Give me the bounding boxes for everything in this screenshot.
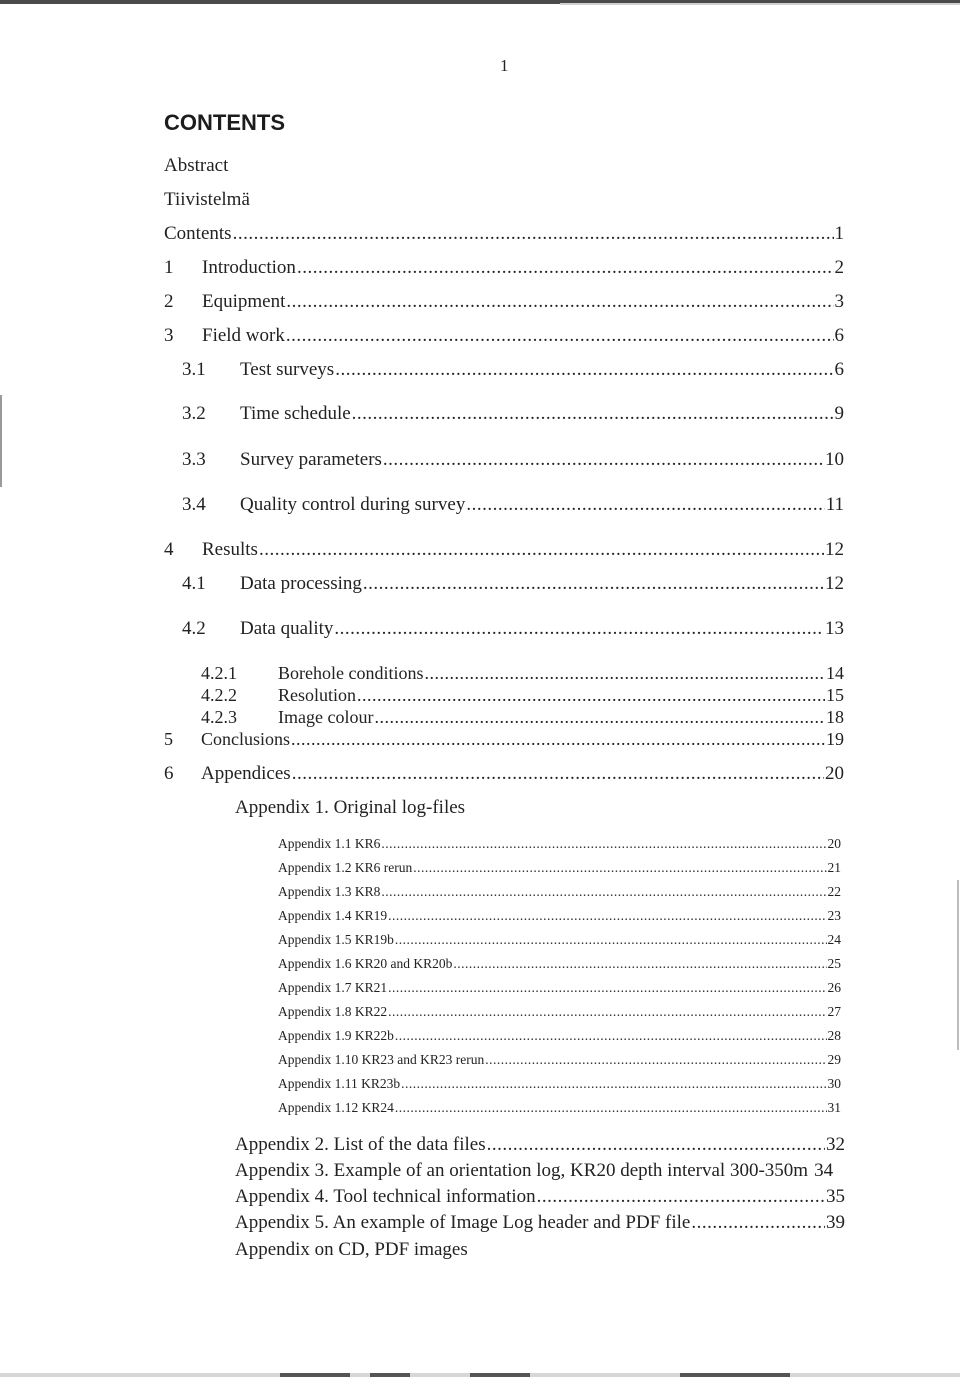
appendix-1-item[interactable]	[278, 908, 841, 924]
toc-row-field-work[interactable]	[164, 325, 844, 347]
toc-number: 4.1	[182, 573, 206, 594]
leader-dots	[383, 449, 824, 471]
toc-page: 10	[825, 449, 844, 470]
leader-dots	[286, 291, 833, 313]
appendix-1-item[interactable]	[278, 980, 841, 996]
leader-dots	[453, 956, 826, 972]
appendix-1-item[interactable]	[278, 1076, 841, 1092]
left-scan-mark	[0, 395, 2, 487]
toc-page: 26	[827, 980, 841, 995]
leader-dots	[485, 1052, 826, 1068]
leader-dots	[691, 1212, 825, 1234]
toc-number: 6	[164, 763, 174, 784]
appendix-1-item[interactable]	[278, 836, 841, 852]
toc-row-image-colour[interactable]	[201, 707, 844, 728]
leader-dots	[395, 1100, 827, 1116]
leader-dots	[259, 539, 824, 561]
leader-dots	[233, 223, 834, 245]
appendix-1-item[interactable]	[278, 1052, 841, 1068]
leader-dots	[334, 618, 824, 640]
toc-page: 12	[825, 573, 844, 594]
toc-number: 2	[164, 291, 174, 312]
toc-page: 34	[814, 1160, 834, 1181]
leader-dots	[291, 729, 825, 750]
toc-label: Borehole conditions	[278, 663, 424, 683]
toc-label: Appendix 5. An example of Image Log header and PDF file	[235, 1212, 691, 1233]
toc-number: 4.2.2	[201, 685, 237, 705]
toc-number: 5	[164, 729, 173, 749]
appendix-cd-line: Appendix on CD, PDF images	[235, 1239, 468, 1260]
appendix-3-row[interactable]	[235, 1160, 845, 1182]
leader-dots	[466, 494, 824, 516]
leader-dots	[401, 1076, 826, 1092]
toc-row-results[interactable]	[164, 539, 844, 561]
bottom-scan-border	[0, 1373, 960, 1377]
leader-dots	[363, 573, 824, 595]
appendix-4-row[interactable]	[235, 1186, 845, 1208]
toc-page: 6	[834, 359, 844, 380]
leader-dots	[357, 685, 825, 706]
page-title: CONTENTS	[164, 110, 285, 135]
toc-page: 35	[826, 1186, 845, 1207]
toc-label: Appendix 1.7 KR21	[278, 980, 388, 995]
leader-dots	[352, 403, 834, 425]
toc-page: 1	[834, 223, 844, 244]
toc-page: 24	[827, 932, 841, 947]
toc-abstract: Abstract	[164, 155, 229, 176]
toc-label: Appendix 1.9 KR22b	[278, 1028, 394, 1043]
toc-page: 15	[826, 685, 844, 705]
toc-label: Image colour	[278, 707, 374, 727]
leader-dots	[388, 908, 826, 924]
toc-page: 14	[826, 663, 844, 683]
leader-dots	[292, 763, 824, 785]
leader-dots	[487, 1134, 825, 1156]
appendix-1-item[interactable]	[278, 860, 841, 876]
toc-label: Test surveys	[240, 359, 335, 380]
toc-row-introduction[interactable]	[164, 257, 844, 279]
toc-page: 19	[826, 729, 844, 749]
toc-number: 4.2	[182, 618, 206, 639]
toc-label: Resolution	[278, 685, 357, 705]
toc-row-appendices[interactable]	[164, 763, 844, 785]
toc-number: 3.2	[182, 403, 206, 424]
toc-page: 39	[826, 1212, 845, 1233]
toc-number: 3.1	[182, 359, 206, 380]
toc-page: 9	[834, 403, 844, 424]
toc-label: Time schedule	[240, 403, 351, 424]
toc-page: 6	[834, 325, 844, 346]
leader-dots	[388, 1004, 826, 1020]
appendix-1-item[interactable]	[278, 956, 841, 972]
toc-page: 20	[825, 763, 844, 784]
toc-row-time-schedule[interactable]	[182, 403, 844, 425]
toc-label: Appendix 3. Example of an orientation log, KR20 depth interval 300-350m	[235, 1160, 809, 1181]
toc-row-conclusions[interactable]	[164, 729, 844, 750]
toc-page: 12	[825, 539, 844, 560]
toc-page: 2	[834, 257, 844, 278]
appendix-1-title: Appendix 1. Original log-files	[235, 797, 466, 818]
toc-row-equipment[interactable]	[164, 291, 844, 313]
toc-page: 13	[825, 618, 844, 639]
toc-number: 4	[164, 539, 174, 560]
toc-label: Appendix 1.10 KR23 and KR23 rerun	[278, 1052, 485, 1067]
leader-dots	[381, 884, 826, 900]
toc-label: Data quality	[240, 618, 334, 639]
toc-page: 11	[825, 494, 844, 515]
toc-page: 25	[827, 956, 841, 971]
leader-dots	[388, 980, 826, 996]
toc-label: Appendix 1.6 KR20 and KR20b	[278, 956, 453, 971]
top-scan-border-light	[560, 3, 960, 5]
toc-label: Appendix 1.11 KR23b	[278, 1076, 401, 1091]
toc-label: Appendix 1.4 KR19	[278, 908, 388, 923]
toc-label: Data processing	[240, 573, 362, 594]
toc-page: 27	[827, 1004, 841, 1019]
toc-page: 30	[827, 1076, 841, 1091]
toc-row-data-processing[interactable]	[182, 573, 844, 595]
appendix-2-row[interactable]	[235, 1134, 845, 1156]
toc-label: Quality control during survey	[240, 494, 466, 515]
appendix-1-item[interactable]	[278, 884, 841, 900]
leader-dots	[537, 1186, 825, 1208]
toc-label: Field work	[202, 325, 285, 346]
toc-label: Survey parameters	[240, 449, 382, 470]
toc-page: 22	[827, 884, 841, 899]
toc-number: 3	[164, 325, 174, 346]
toc-label: Appendix 1.2 KR6 rerun	[278, 860, 413, 875]
leader-dots	[424, 663, 825, 684]
toc-row-borehole-conditions[interactable]	[201, 663, 844, 684]
toc-page: 28	[827, 1028, 841, 1043]
leader-dots	[395, 932, 827, 948]
toc-row-quality-control[interactable]	[182, 494, 844, 516]
appendix-5-row[interactable]	[235, 1212, 845, 1234]
leader-dots	[286, 325, 834, 347]
toc-label: Appendix 1.3 KR8	[278, 884, 381, 899]
appendix-1-item[interactable]	[278, 1100, 841, 1116]
right-scan-mark	[957, 880, 959, 1050]
toc-label: Appendix 1.12 KR24	[278, 1100, 394, 1115]
toc-label: Results	[202, 539, 258, 560]
page-number: 1	[500, 56, 509, 75]
toc-number: 4.2.1	[201, 663, 237, 683]
toc-number: 3.4	[182, 494, 206, 515]
toc-row-test-surveys[interactable]	[182, 359, 844, 381]
leader-dots	[381, 836, 826, 852]
toc-row-contents[interactable]	[164, 223, 844, 245]
toc-page: 31	[827, 1100, 841, 1115]
toc-row-data-quality[interactable]	[182, 618, 844, 640]
toc-label: Appendix 1.1 KR6	[278, 836, 381, 851]
toc-label: Equipment	[202, 291, 286, 312]
toc-row-survey-parameters[interactable]	[182, 449, 844, 471]
toc-number: 3.3	[182, 449, 206, 470]
toc-label: Appendix 4. Tool technical information	[235, 1186, 536, 1207]
toc-number: 1	[164, 257, 174, 278]
leader-dots	[413, 860, 826, 876]
toc-page: 3	[834, 291, 844, 312]
leader-dots	[374, 707, 825, 728]
appendix-1-item[interactable]	[278, 932, 841, 948]
toc-label: Introduction	[202, 257, 296, 278]
leader-dots	[297, 257, 834, 279]
appendix-1-item[interactable]	[278, 1028, 841, 1044]
leader-dots	[335, 359, 833, 381]
toc-page: 32	[826, 1134, 845, 1155]
leader-dots	[395, 1028, 827, 1044]
toc-number: 4.2.3	[201, 707, 237, 727]
toc-label: Appendices	[201, 763, 291, 784]
toc-page: 18	[826, 707, 844, 727]
toc-page: 29	[827, 1052, 841, 1067]
toc-label: Appendix 1.5 KR19b	[278, 932, 394, 947]
toc-label: Contents	[164, 223, 232, 244]
toc-label: Appendix 1.8 KR22	[278, 1004, 388, 1019]
toc-page: 21	[827, 860, 841, 875]
toc-label: Appendix 2. List of the data files	[235, 1134, 486, 1155]
toc-page: 20	[827, 836, 841, 851]
appendix-1-item[interactable]	[278, 1004, 841, 1020]
toc-label: Conclusions	[201, 729, 291, 749]
toc-tiivistelma: Tiivistelmä	[164, 189, 250, 210]
toc-page: 23	[827, 908, 841, 923]
toc-row-resolution[interactable]	[201, 685, 844, 706]
